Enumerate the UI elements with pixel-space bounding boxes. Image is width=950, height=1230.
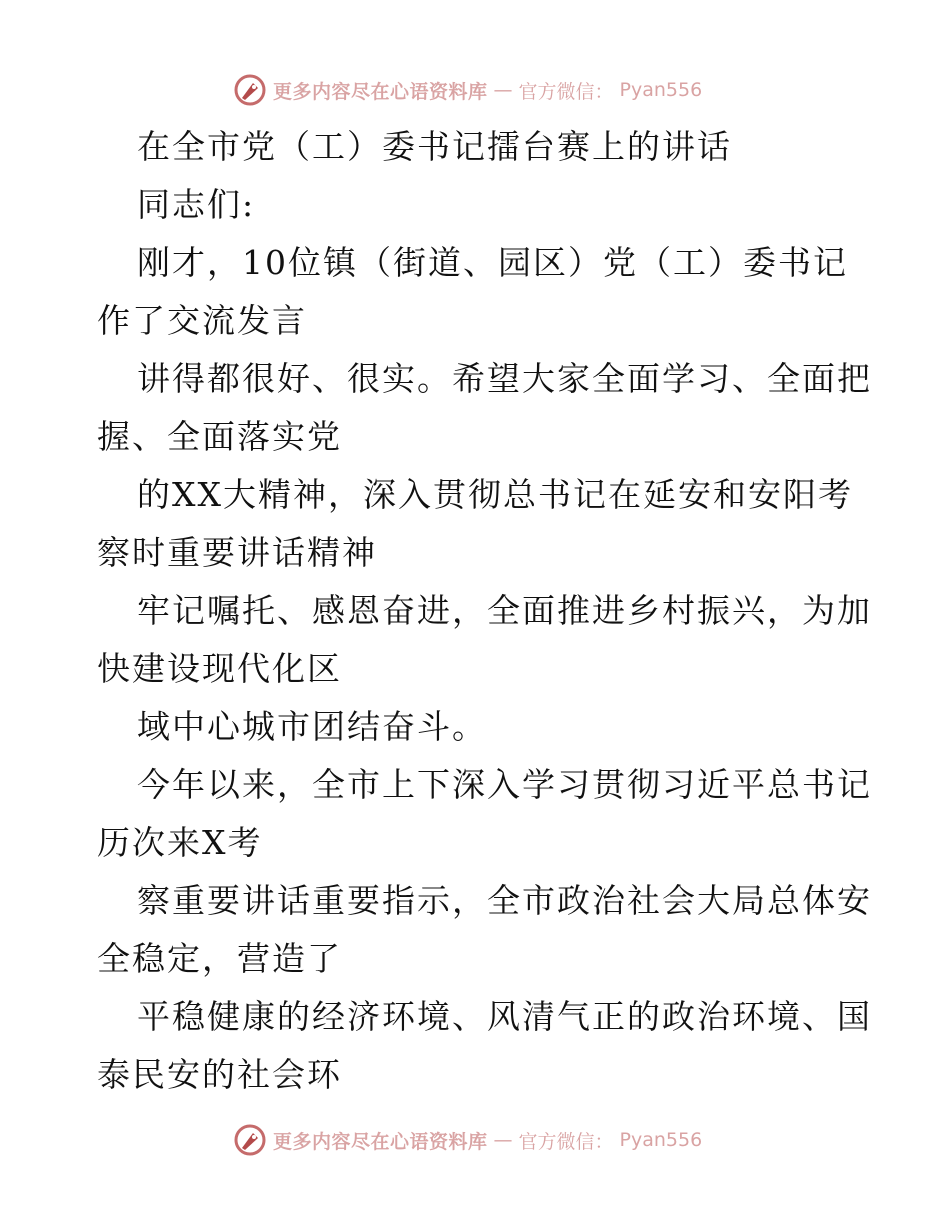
watermark-wechat-label: 官方微信： (518, 80, 614, 103)
doc-line: 察时重要讲话精神 (97, 533, 377, 572)
pen-nib-circle-icon (233, 73, 267, 107)
doc-line: 察重要讲话重要指示，全市政治社会大局总体安 (137, 881, 872, 920)
doc-line: 历次来X考 (97, 823, 263, 862)
document-body (97, 118, 872, 1104)
watermark-text: 更多内容尽在心语资料库 (273, 1130, 488, 1153)
doc-title: 在全市党（工）委书记擂台赛上的讲话 (137, 127, 732, 166)
watermark-dash: — (493, 1129, 513, 1151)
doc-line: 握、全面落实党 (97, 417, 342, 456)
pen-nib-circle-icon (233, 1123, 267, 1157)
watermark-wechat-id: Pyan556 (619, 1129, 703, 1151)
watermark-dash: — (493, 79, 513, 101)
doc-line: 同志们: (137, 185, 256, 224)
watermark-header (233, 70, 753, 110)
doc-line: 牢记嘱托、感恩奋进，全面推进乡村振兴，为加 (137, 591, 872, 630)
doc-line: 快建设现代化区 (97, 649, 342, 688)
doc-line: 全稳定，营造了 (97, 939, 342, 978)
watermark-wechat-id: Pyan556 (619, 79, 703, 101)
watermark-text: 更多内容尽在心语资料库 (273, 80, 488, 103)
doc-line: 的XX大精神，深入贯彻总书记在延安和安阳考 (137, 475, 853, 514)
doc-line: 讲得都很好、很实。希望大家全面学习、全面把 (137, 359, 872, 398)
doc-line: 平稳健康的经济环境、风清气正的政治环境、国 (137, 997, 872, 1036)
doc-line: 今年以来，全市上下深入学习贯彻习近平总书记 (137, 765, 872, 804)
doc-line: 泰民安的社会环 (97, 1055, 342, 1094)
doc-line: 刚才，10位镇（街道、园区）党（工）委书记 (137, 243, 848, 282)
watermark-wechat-label: 官方微信： (518, 1130, 614, 1153)
watermark-footer (233, 1120, 753, 1160)
doc-line: 作了交流发言 (97, 301, 307, 340)
doc-line: 域中心城市团结奋斗。 (137, 707, 487, 746)
